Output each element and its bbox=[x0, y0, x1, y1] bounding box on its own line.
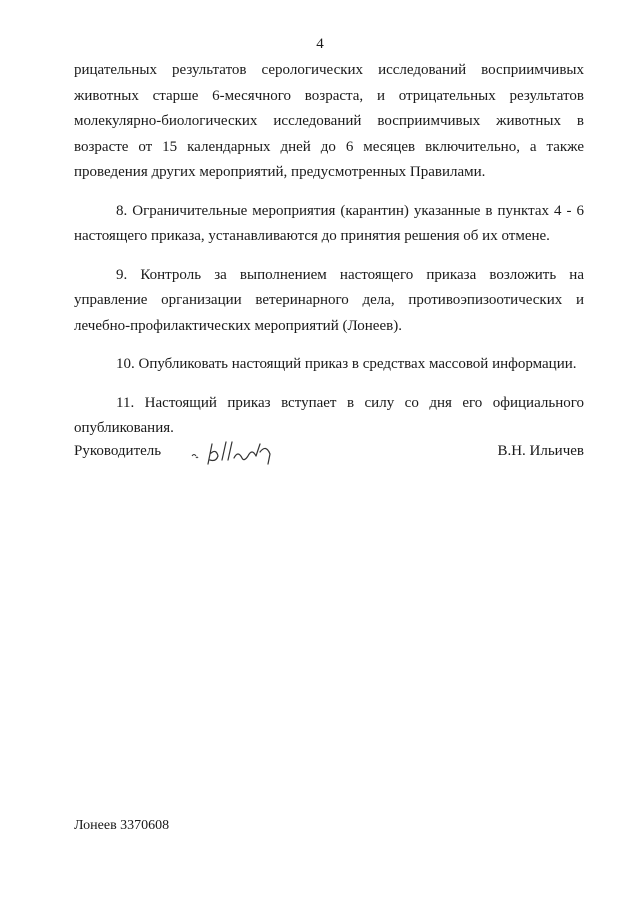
signatory-role: Руководитель bbox=[74, 443, 162, 459]
paragraph-11: 11. Настоящий приказ вступает в силу со дня его официального опубликования. bbox=[74, 394, 584, 436]
page-number: 4 bbox=[316, 36, 324, 52]
paragraph-8: 8. Ограничительные мероприятия (карантин) указанные в пунктах 4 - 6 настоящего приказа, устанавливаются до принятия решения об их отмене. bbox=[74, 202, 584, 244]
paragraph-9: 9. Контроль за выполнением настоящего приказа возложить на управление организации ветеринарного дела, противоэпизоотических и лечебно-профилактических мероприятий (Лонеев). bbox=[74, 266, 584, 334]
paragraph-continuation: рицательных результатов серологических исследований восприимчивых животных старше 6-месячного возраста, и отрицательных результатов молекулярно-биологических исследований восприимчивых животных в возрасте от 15 календарных дней до 6 месяцев включительно, а также проведения других мероприятий, предусмотренных Правилами. bbox=[74, 62, 584, 180]
executor-footer: Лонеев 3370608 bbox=[74, 818, 170, 833]
signatory-name: В.Н. Ильичев bbox=[497, 443, 584, 459]
paragraph-10: 10. Опубликовать настоящий приказ в средствах массовой информации. bbox=[116, 356, 577, 372]
handwritten-signature bbox=[186, 434, 286, 470]
document-body bbox=[74, 58, 584, 455]
signature-block bbox=[74, 440, 584, 470]
